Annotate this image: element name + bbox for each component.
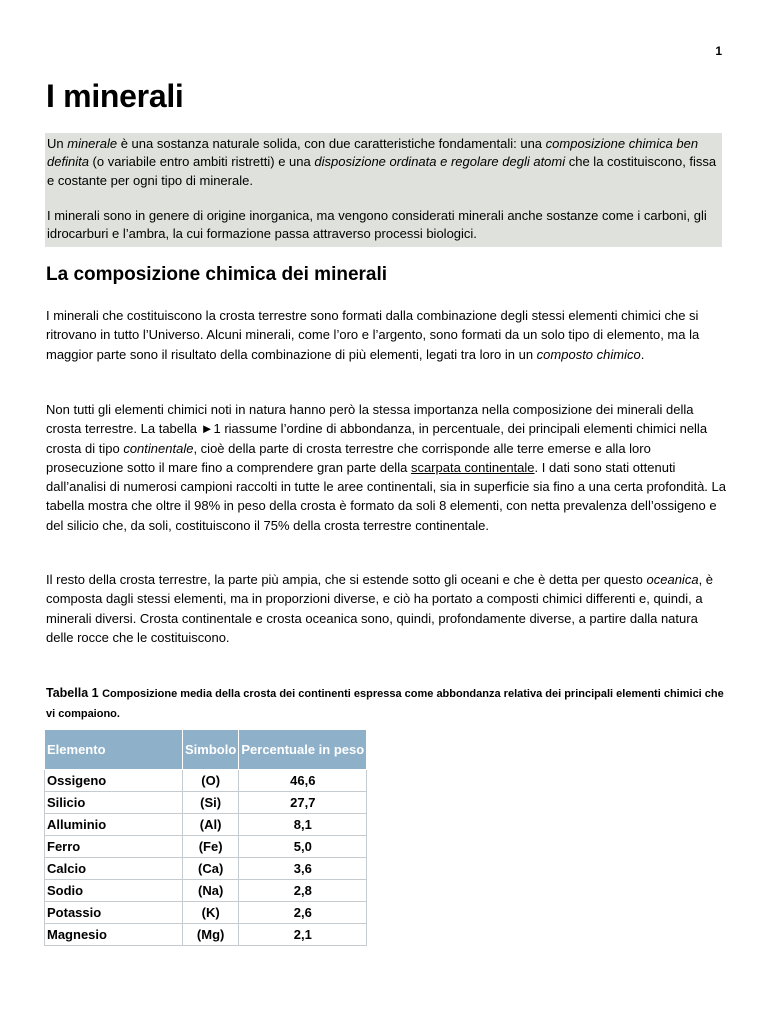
cell-simbolo: (Si)	[183, 792, 239, 814]
table-row	[45, 880, 367, 902]
paragraph-text: Non tutti gli elementi chimici noti in natura hanno però la stessa importanza nella composizione dei minerali della crosta terrestre. La tabella ►1 riassume l’ordine di abbondanza, in percentuale, dei principali elementi chimici nella crosta di tipo	[46, 402, 708, 456]
table-caption	[46, 684, 726, 724]
paragraph-text: , cioè della parte di crosta terrestre che corrisponde alle terre emerse e alla loro prosecuzione sotto il mare fino a comprendere gran parte della	[46, 440, 651, 475]
term-minerale: minerale	[67, 136, 118, 151]
cell-simbolo: (Fe)	[183, 836, 239, 858]
paragraph-1	[46, 306, 726, 364]
definition-text: è una sostanza naturale solida, con due caratteristiche fondamentali: una	[117, 136, 546, 151]
cell-percentuale: 46,6	[239, 770, 367, 792]
cell-percentuale: 2,1	[239, 924, 367, 946]
table-row	[45, 836, 367, 858]
cell-simbolo: (O)	[183, 770, 239, 792]
caption-text: Composizione media della crosta dei continenti espressa come abbondanza relativa dei principali elementi chimici che vi compaiono.	[46, 688, 724, 720]
table-row	[45, 858, 367, 880]
paragraph-text: , è composta dagli stessi elementi, ma in proporzioni diverse, e ciò ha portato a composti chimici differenti e, quindi, a minerali diversi. Crosta continentale e crosta oceanica sono, quindi, profondamente diverse, a partire dalla natura delle rocce che le costituiscono.	[46, 572, 714, 645]
term-composizione: composizione chimica ben definita	[47, 136, 699, 170]
paragraph-text: .	[640, 346, 645, 362]
cell-percentuale: 5,0	[239, 836, 367, 858]
table-row	[45, 924, 367, 946]
cell-elemento: Magnesio	[45, 924, 183, 946]
cell-elemento: Ferro	[45, 836, 183, 858]
elements-table	[44, 729, 367, 946]
definition-box	[45, 133, 722, 247]
cell-percentuale: 2,8	[239, 880, 367, 902]
link-scarpata-continentale[interactable]: scarpata continentale	[410, 459, 535, 475]
term-composto-chimico: composto chimico	[536, 346, 641, 362]
cell-elemento: Potassio	[45, 902, 183, 924]
cell-elemento: Alluminio	[45, 814, 183, 836]
header-percentuale: Percentuale in peso	[239, 730, 367, 770]
page-title: I minerali	[46, 78, 184, 114]
paragraph-text: . I dati sono stati ottenuti dall’analisi di numerosi campioni raccolti in tutte le aree continentali, sia in superficie sia fino a una certa profondità. La tabella mostra che oltre il 98% in peso della crosta è formato da soli 8 elementi, con netta prevalenza dell’ossigeno e del silicio che, da soli, costituiscono il 75% della crosta terrestre continentale.	[46, 459, 726, 533]
caption-label: Tabella 1	[46, 686, 99, 700]
header-simbolo: Simbolo	[183, 730, 239, 770]
term-oceanica: oceanica	[646, 572, 699, 587]
cell-percentuale: 8,1	[239, 814, 367, 836]
cell-simbolo: (Al)	[183, 814, 239, 836]
cell-percentuale: 27,7	[239, 792, 367, 814]
page-number: 1	[715, 44, 722, 58]
cell-elemento: Silicio	[45, 792, 183, 814]
cell-elemento: Sodio	[45, 880, 183, 902]
table-row	[45, 770, 367, 792]
cell-simbolo: (Na)	[183, 880, 239, 902]
definition-paragraph	[45, 133, 722, 190]
paragraph-3	[46, 570, 726, 647]
cell-elemento: Ossigeno	[45, 770, 183, 792]
section-title: La composizione chimica dei minerali	[46, 264, 388, 285]
cell-elemento: Calcio	[45, 858, 183, 880]
cell-percentuale: 3,6	[239, 858, 367, 880]
table-row	[45, 792, 367, 814]
definition-text: (o variabile entro ambiti ristretti) e una	[88, 154, 315, 170]
cell-simbolo: (K)	[183, 902, 239, 924]
paragraph-2	[46, 400, 726, 535]
cell-percentuale: 2,6	[239, 902, 367, 924]
definition-text: che la costituiscono, fissa e costante per ogni tipo di minerale.	[47, 154, 717, 188]
cell-simbolo: (Mg)	[183, 924, 239, 946]
table-row	[45, 814, 367, 836]
header-elemento: Elemento	[45, 730, 183, 770]
definition-text: Un	[47, 136, 68, 151]
origin-paragraph: I minerali sono in genere di origine inorganica, ma vengono considerati minerali anche sostanze come i carboni, gli idrocarburi e l’ambra, la cui formazione passa attraverso processi biologici.	[47, 207, 707, 242]
term-continentale: continentale	[123, 440, 194, 456]
paragraph-text: Il resto della crosta terrestre, la parte più ampia, che si estende sotto gli oceani e che è detta per questo	[46, 572, 647, 587]
paragraph-text: I minerali che costituiscono la crosta terrestre sono formati dalla combinazione degli stessi elementi chimici che si ritrovano in tutto l’Universo. Alcuni minerali, come l’oro e l’argento, sono formati da un solo tipo di elemento, ma la maggior parte sono il risultato della combinazione di più elementi, legati tra loro in un	[46, 308, 700, 362]
term-disposizione: disposizione ordinata e regolare degli atomi	[314, 154, 566, 170]
cell-simbolo: (Ca)	[183, 858, 239, 880]
table-row	[45, 902, 367, 924]
table-header-row	[45, 730, 367, 770]
